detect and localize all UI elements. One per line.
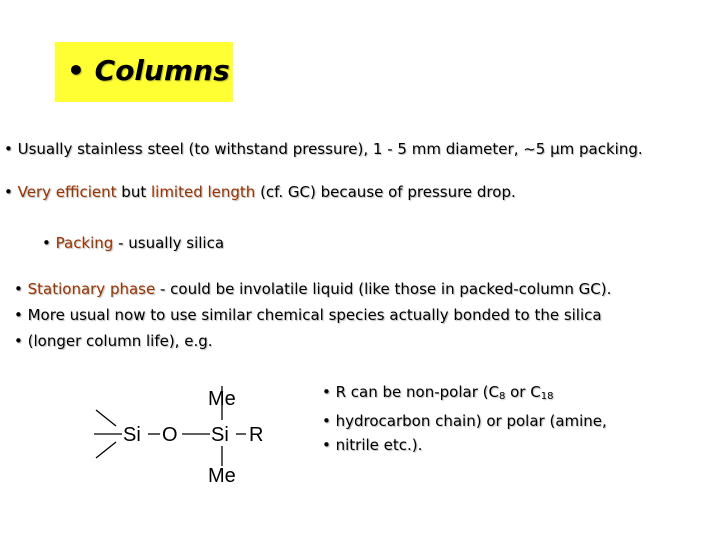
bond-lower-left [96,442,116,458]
atom-o: O [162,424,178,446]
r-group-notes [322,380,607,457]
bullet-stationary-prefix: • [14,280,28,298]
group-r: R [249,424,264,446]
bullet-efficiency [4,183,516,201]
bullet-stationary-rest: - could be involatile liquid (like those in packed-column GC). [155,280,612,298]
subscript-18: 18 [540,391,554,402]
atom-si-2: Si [211,424,229,446]
group-me-bottom: Me [208,465,236,487]
bullet-efficiency-mid: but [116,183,151,201]
highlight-limited-length: limited length [150,183,256,201]
bullet-packing-prefix: • [42,234,56,252]
r-note-line-2: • hydrocarbon chain) or polar (amine, [322,412,607,430]
atom-si-1: Si [123,424,141,446]
bullet-packing-rest: - usually silica [113,234,225,252]
group-me-top: Me [208,388,236,410]
r-note-line-3: • nitrile etc.). [322,436,423,454]
r-note-1-pre: • R can be non-polar (C [322,383,499,401]
bond-upper-left [96,410,116,426]
highlight-stationary-phase: Stationary phase [27,280,156,298]
highlight-very-efficient: Very efficient [17,183,117,201]
slide-title: • Columns [67,54,230,87]
bullet-columns-material: • Usually stainless steel (to withstand pressure), 1 - 5 mm diameter, ~5 μm packing. [4,140,643,158]
bullet-efficiency-rest: (cf. GC) because of pressure drop. [255,183,516,201]
subscript-8: 8 [498,391,506,402]
r-note-line-1 [322,380,607,409]
bullet-bonded: • More usual now to use similar chemical species actually bonded to the silica [14,306,602,324]
highlight-packing: Packing [55,234,114,252]
title-box [55,42,233,102]
r-note-1-mid: or C [505,383,541,401]
bullet-column-life: • (longer column life), e.g. [14,332,213,350]
bullet-stationary-phase [14,280,611,298]
bullet-packing [42,234,224,252]
bullet-efficiency-prefix: • [4,183,18,201]
siloxane-structure-diagram [90,378,290,490]
